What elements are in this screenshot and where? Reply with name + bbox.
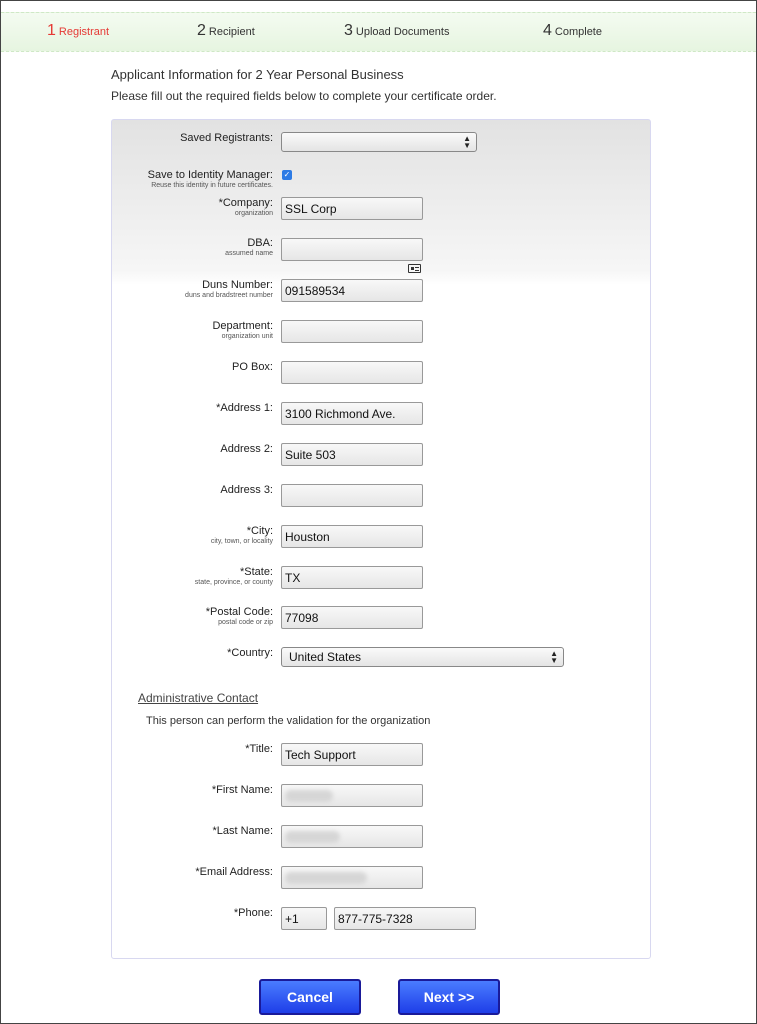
updown-arrow-icon: ▲ ▼: [463, 134, 471, 150]
label-hint: Reuse this identity in future certificates.: [151, 182, 273, 189]
last-name-input[interactable]: [281, 825, 423, 848]
select-value: United States: [289, 650, 362, 664]
step-complete[interactable]: [543, 22, 602, 40]
cancel-button[interactable]: Cancel: [259, 979, 361, 1015]
updown-arrow-icon: ▲ ▼: [550, 649, 558, 665]
address2-label: Address 2:: [220, 443, 273, 455]
label-hint: assumed name: [225, 250, 273, 257]
admin-contact-note: This person can perform the validation for the organization: [146, 715, 431, 727]
label-text: DBA:: [247, 237, 273, 249]
first-name-label: *First Name:: [211, 784, 273, 796]
step-number: 1: [47, 22, 56, 39]
label-hint: postal code or zip: [218, 619, 273, 626]
country-select[interactable]: [281, 647, 564, 667]
phone-country-code-input[interactable]: +1: [281, 907, 327, 930]
po-box-label: PO Box:: [232, 361, 273, 373]
address1-input[interactable]: 3100 Richmond Ave.: [281, 402, 423, 425]
email-input[interactable]: [281, 866, 423, 889]
saved-registrants-label: [180, 132, 273, 144]
address2-input[interactable]: Suite 503: [281, 443, 423, 466]
dba-input[interactable]: [281, 238, 423, 261]
company-label: [219, 197, 273, 217]
postal-code-input[interactable]: 77098: [281, 606, 423, 629]
label-hint: organization: [234, 210, 273, 217]
step-upload-documents[interactable]: [344, 22, 449, 40]
city-label: [211, 525, 273, 545]
label-text: *Company:: [218, 197, 273, 209]
title-label: *Title:: [245, 743, 273, 755]
step-number: 3: [344, 22, 353, 39]
label-text: *Postal Code:: [205, 606, 273, 618]
address3-input[interactable]: [281, 484, 423, 507]
admin-contact-heading: Administrative Contact: [138, 691, 259, 705]
redacted-text: [285, 872, 367, 884]
label-text: Save to Identity Manager:: [147, 169, 273, 181]
state-label: [195, 566, 273, 586]
label-text: Department:: [212, 320, 273, 332]
address3-label: Address 3:: [220, 484, 273, 496]
step-registrant[interactable]: [47, 22, 109, 40]
label-hint: duns and bradstreet number: [185, 292, 273, 299]
city-input[interactable]: Houston: [281, 525, 423, 548]
step-recipient[interactable]: [197, 22, 255, 40]
label-text: *State:: [239, 566, 273, 578]
label-text: *City:: [246, 525, 273, 537]
saved-registrants-select[interactable]: [281, 132, 477, 152]
step-number: 2: [197, 22, 206, 39]
progress-steps: [1, 12, 756, 52]
step-label: Recipient: [208, 26, 255, 38]
phone-label: *Phone:: [233, 907, 273, 919]
next-button[interactable]: Next >>: [398, 979, 500, 1015]
label-hint: organization unit: [221, 333, 273, 340]
po-box-input[interactable]: [281, 361, 423, 384]
step-label: Complete: [554, 26, 602, 38]
card-line: [415, 270, 419, 271]
duns-label: [185, 279, 273, 299]
state-input[interactable]: TX: [281, 566, 423, 589]
department-label: [212, 320, 273, 340]
step-label: Registrant: [58, 26, 110, 38]
page-instructions: Please fill out the required fields below to complete your certificate order.: [111, 89, 497, 103]
first-name-input[interactable]: [281, 784, 423, 807]
last-name-label: *Last Name:: [212, 825, 273, 837]
card-line: [415, 267, 419, 268]
step-label: Upload Documents: [355, 26, 450, 38]
id-card-icon[interactable]: [408, 264, 421, 273]
save-identity-label: [148, 169, 273, 189]
save-identity-checkbox[interactable]: ✓: [283, 170, 291, 179]
label-text: Saved Registrants:: [180, 132, 273, 144]
department-input[interactable]: [281, 320, 423, 343]
redacted-text: [285, 831, 340, 843]
redacted-text: [285, 790, 333, 802]
label-text: Duns Number:: [202, 279, 273, 291]
label-hint: city, town, or locality: [210, 538, 273, 545]
email-label: *Email Address:: [195, 866, 273, 878]
label-hint: state, province, or county: [194, 579, 273, 586]
title-input[interactable]: Tech Support: [281, 743, 423, 766]
country-label: *Country:: [227, 647, 273, 659]
address1-label: *Address 1:: [216, 402, 273, 414]
dba-label: [225, 237, 273, 257]
phone-number-input[interactable]: 877-775-7328: [334, 907, 476, 930]
company-input[interactable]: SSL Corp: [281, 197, 423, 220]
duns-input[interactable]: 091589534: [281, 279, 423, 302]
postal-code-label: [206, 606, 273, 626]
step-number: 4: [543, 22, 552, 39]
page-title: Applicant Information for 2 Year Personal Business: [111, 67, 404, 82]
card-photo: [411, 267, 414, 270]
